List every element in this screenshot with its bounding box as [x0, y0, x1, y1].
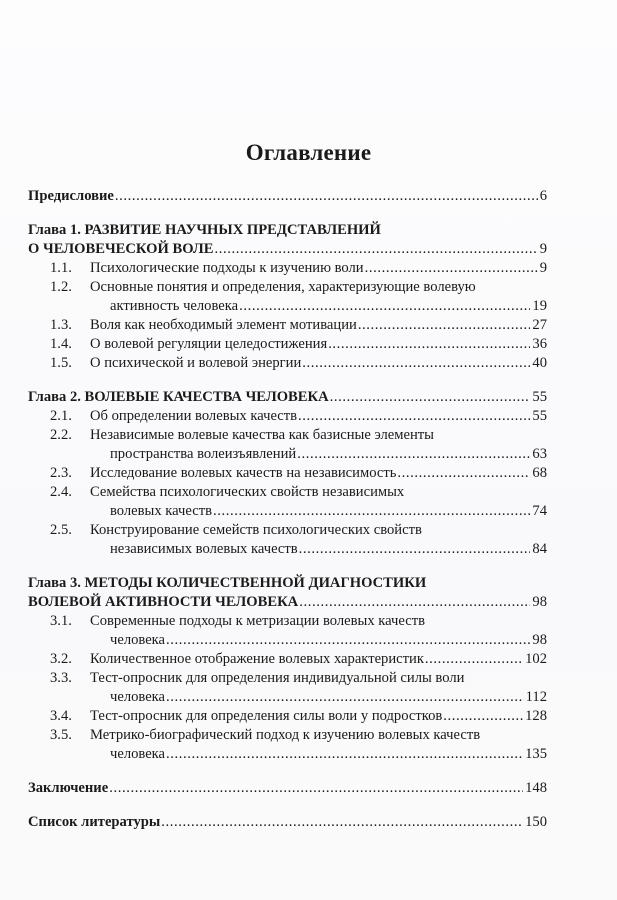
toc-page-number: 102	[525, 651, 547, 667]
dot-leader	[397, 464, 530, 483]
toc-page-number: 63	[532, 446, 547, 462]
section-title: Психологические подходы к изучению воли	[90, 260, 364, 276]
toc-page-number: 135	[525, 746, 547, 762]
toc-page-number: 27	[532, 317, 547, 333]
section-number: 1.5.	[50, 355, 72, 371]
toc-page-number: 98	[532, 594, 547, 610]
section-number: 2.5.	[50, 522, 72, 538]
toc-page-number: 148	[525, 780, 547, 796]
dot-leader	[115, 187, 538, 206]
toc-page-number: 150	[525, 814, 547, 830]
section-title-line2: пространства волеизъявлений	[110, 446, 297, 462]
section-title: О волевой регуляции целедостижения	[90, 336, 328, 352]
section-number: 1.3.	[50, 317, 72, 333]
chapter-heading-line2[interactable]: О ЧЕЛОВЕЧЕСКОЙ ВОЛЕ ..... 9	[28, 240, 547, 259]
section-title-line2: человека	[110, 632, 166, 648]
toc-page-number: 68	[532, 465, 547, 481]
toc-section-entry[interactable]	[28, 278, 547, 316]
toc-entry-preface[interactable]	[28, 187, 547, 206]
section-title-line2: активность человека	[110, 298, 239, 314]
section-number: 3.1.	[50, 613, 72, 629]
toc-section-entry[interactable]	[28, 464, 547, 483]
toc-section-entry[interactable]	[28, 726, 547, 764]
section-title: Исследование волевых качеств на независимость	[90, 465, 397, 481]
dot-leader	[425, 650, 523, 669]
dot-leader	[299, 540, 531, 559]
toc-page-number: 36	[532, 336, 547, 352]
dot-leader	[330, 388, 531, 407]
dot-leader	[166, 745, 523, 764]
toc-section-entry[interactable]	[28, 259, 547, 278]
section-number: 2.3.	[50, 465, 72, 481]
toc-entry-conclusion[interactable]	[28, 779, 547, 798]
dot-leader	[302, 354, 530, 373]
toc-page-number: 84	[532, 541, 547, 557]
dot-leader	[161, 813, 523, 832]
section-number: 3.2.	[50, 651, 72, 667]
section-number: 1.1.	[50, 260, 72, 276]
dot-leader	[443, 707, 523, 726]
section-title-line1: Независимые волевые качества как базисные элементы	[90, 427, 434, 443]
section-title-line1: Конструирование семейств психологических свойств	[90, 522, 422, 538]
toc-page-number: 55	[532, 408, 547, 424]
toc-page-number: 40	[532, 355, 547, 371]
toc-entry-bibliography[interactable]	[28, 813, 547, 832]
toc-section-entry[interactable]	[28, 707, 547, 726]
toc-chapter-2	[28, 388, 547, 559]
page-title: Оглавление	[245, 140, 372, 165]
section-title: Количественное отображение волевых характеристик	[90, 651, 424, 667]
section-title-line2: человека	[110, 689, 166, 705]
section-title: Воля как необходимый элемент мотивации	[90, 317, 357, 333]
toc-section-entry[interactable]	[28, 650, 547, 669]
section-number: 3.5.	[50, 727, 72, 743]
toc-page-number: 9	[539, 241, 547, 257]
chapter-heading-line1[interactable]: Глава 1. РАЗВИТИЕ НАУЧНЫХ ПРЕДСТАВЛЕНИЙ	[28, 222, 381, 238]
section-title-line2: волевых качеств	[110, 503, 212, 519]
section-number: 3.4.	[50, 708, 72, 724]
toc-section-entry[interactable]	[28, 612, 547, 650]
section-title-line1: Современные подходы к метризации волевых качеств	[90, 613, 425, 629]
toc-page-number: 9	[539, 260, 547, 276]
dot-leader	[358, 316, 531, 335]
section-title-line1: Тест-опросник для определения индивидуальной силы воли	[90, 670, 465, 686]
chapter-heading-line1[interactable]: Глава 3. МЕТОДЫ КОЛИЧЕСТВЕННОЙ ДИАГНОСТИКИ	[28, 575, 427, 591]
toc-page-number: 98	[532, 632, 547, 648]
toc-section-entry[interactable]	[28, 354, 547, 373]
section-number: 2.1.	[50, 408, 72, 424]
section-number: 2.2.	[50, 427, 72, 443]
section-title: Об определении волевых качеств	[90, 408, 298, 424]
section-number: 3.3.	[50, 670, 72, 686]
toc-section-entry[interactable]	[28, 316, 547, 335]
toc-entry-label: Список литературы	[28, 814, 161, 830]
toc-entry-label: Заключение	[28, 780, 109, 796]
section-number: 1.2.	[50, 279, 72, 295]
dot-leader	[297, 445, 530, 464]
chapter-heading-line1[interactable]: Глава 2. ВОЛЕВЫЕ КАЧЕСТВА ЧЕЛОВЕКА ..... 55	[28, 388, 547, 407]
dot-leader	[166, 688, 524, 707]
toc-page-number: 74	[532, 503, 547, 519]
dot-leader	[328, 335, 530, 354]
toc-section-entry[interactable]	[28, 335, 547, 354]
dot-leader	[109, 779, 523, 798]
toc-chapter-1	[28, 221, 547, 373]
section-title-line2: человека	[110, 746, 166, 762]
section-title-line2: независимых волевых качеств	[110, 541, 298, 557]
toc-page-number: 6	[539, 188, 547, 204]
section-number: 2.4.	[50, 484, 72, 500]
toc-entry-label: Предисловие	[28, 188, 114, 204]
chapter-heading-line2[interactable]: ВОЛЕВОЙ АКТИВНОСТИ ЧЕЛОВЕКА ..... 98	[28, 593, 547, 612]
toc-section-entry[interactable]	[28, 669, 547, 707]
section-title-line1: Основные понятия и определения, характеризующие волевую	[90, 279, 476, 295]
section-title-line1: Семейства психологических свойств независимых	[90, 484, 405, 500]
section-number: 1.4.	[50, 336, 72, 352]
toc-section-entry[interactable]	[28, 426, 547, 464]
dot-leader	[166, 631, 530, 650]
table-of-contents	[28, 187, 547, 832]
toc-section-entry[interactable]	[28, 483, 547, 521]
dot-leader	[239, 297, 530, 316]
toc-page-number: 112	[525, 689, 547, 705]
toc-page-number: 55	[532, 389, 547, 405]
toc-section-entry[interactable]	[28, 521, 547, 559]
dot-leader	[213, 502, 530, 521]
toc-section-entry[interactable]	[28, 407, 547, 426]
toc-page-number: 128	[525, 708, 547, 724]
section-title-line1: Метрико-биографический подход к изучению волевых качеств	[90, 727, 481, 743]
section-title: Тест-опросник для определения силы воли у подростков	[90, 708, 443, 724]
section-title: О психической и волевой энергии	[90, 355, 302, 371]
dot-leader	[298, 407, 530, 426]
toc-page-number: 19	[532, 298, 547, 314]
toc-chapter-3	[28, 574, 547, 764]
dot-leader	[365, 259, 538, 278]
dot-leader	[299, 593, 530, 612]
dot-leader	[214, 240, 537, 259]
